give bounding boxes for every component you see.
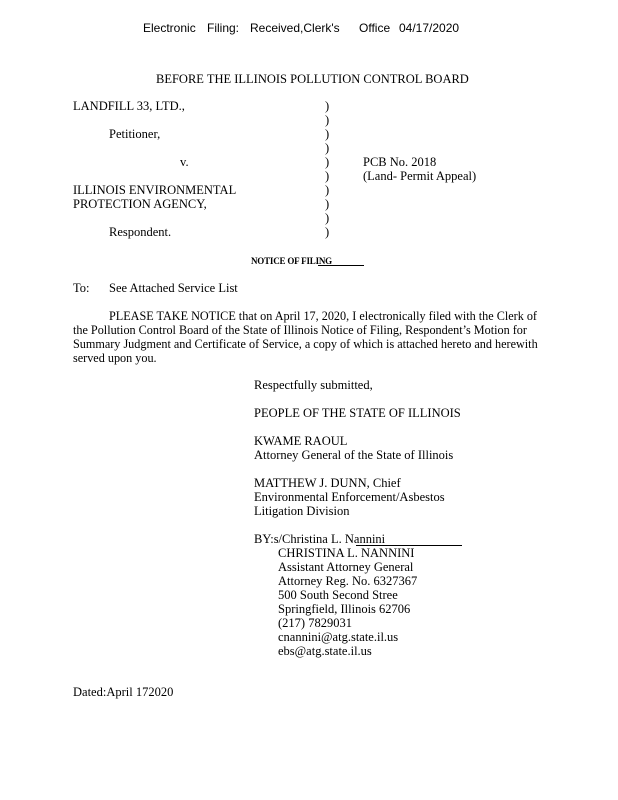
to-label: To: — [73, 281, 90, 295]
caption-paren: ) — [325, 169, 330, 183]
attorney-name: CHRISTINA L. NANNINI — [278, 546, 415, 560]
attorney-general-name: KWAME RAOUL — [254, 434, 348, 448]
chief-title-line1: Environmental Enforcement/Asbestos — [254, 490, 445, 504]
notice-title-underline — [318, 265, 364, 266]
caption-paren: ) — [325, 141, 330, 155]
chief-title-line2: Litigation Division — [254, 504, 350, 518]
body-line-2: the Pollution Control Board of the State of Illinois Notice of Filing, Respondent’s Motion for — [73, 323, 527, 337]
filing-stamp-office: Office — [359, 21, 391, 35]
caption-parentheses — [325, 99, 329, 239]
respondent-role: Respondent. — [109, 225, 172, 239]
notice-title: NOTICE OF FILING — [251, 256, 332, 266]
case-number: PCB No. 2018 — [363, 155, 437, 169]
caption-paren: ) — [325, 113, 330, 127]
phone-number: (217) 7829031 — [278, 616, 352, 630]
filing-stamp-filing: Filing: — [207, 21, 240, 35]
address-line1: 500 South Second Stree — [278, 588, 398, 602]
closing: Respectfully submitted, — [254, 378, 373, 392]
caption-paren: ) — [325, 183, 330, 197]
party-name: PEOPLE OF THE STATE OF ILLINOIS — [254, 406, 461, 420]
caption-paren: ) — [325, 99, 330, 113]
board-title: BEFORE THE ILLINOIS POLLUTION CONTROL BOARD — [156, 72, 469, 86]
versus: v. — [180, 155, 189, 169]
caption-paren: ) — [325, 225, 330, 239]
address-line2: Springfield, Illinois 62706 — [278, 602, 411, 616]
filing-stamp-date: 04/17/2020 — [399, 21, 460, 35]
email-primary: cnannini@atg.state.il.us — [278, 630, 399, 644]
to-value: See Attached Service List — [109, 281, 238, 295]
dated-line: Dated:April 172020 — [73, 685, 174, 699]
attorney-title: Assistant Attorney General — [278, 560, 414, 574]
caption-paren: ) — [325, 155, 330, 169]
signature-by-line: BY:s/Christina L. Nannini — [254, 532, 386, 546]
respondent-name-line2: PROTECTION AGENCY, — [73, 197, 207, 211]
caption-paren: ) — [325, 197, 330, 211]
caption-paren: ) — [325, 127, 330, 141]
filing-stamp-received: Received,Clerk's — [250, 21, 340, 35]
body-line-3: Summary Judgment and Certificate of Service, a copy of which is attached hereto and herewith — [73, 337, 538, 351]
petitioner-role: Petitioner, — [109, 127, 161, 141]
caption-paren: ) — [325, 211, 330, 225]
body-line-1: PLEASE TAKE NOTICE that on April 17, 2020, I electronically filed with the Clerk of — [109, 309, 537, 323]
email-secondary: ebs@atg.state.il.us — [278, 644, 372, 658]
attorney-general-title: Attorney General of the State of Illinois — [254, 448, 454, 462]
petitioner-name: LANDFILL 33, LTD., — [73, 99, 185, 113]
chief-name: MATTHEW J. DUNN, Chief — [254, 476, 401, 490]
body-line-4: served upon you. — [73, 351, 157, 365]
respondent-name-line1: ILLINOIS ENVIRONMENTAL — [73, 183, 237, 197]
attorney-reg-number: Attorney Reg. No. 6327367 — [278, 574, 418, 588]
case-type: (Land- Permit Appeal) — [363, 169, 477, 183]
filing-stamp-electronic: Electronic — [143, 21, 196, 35]
